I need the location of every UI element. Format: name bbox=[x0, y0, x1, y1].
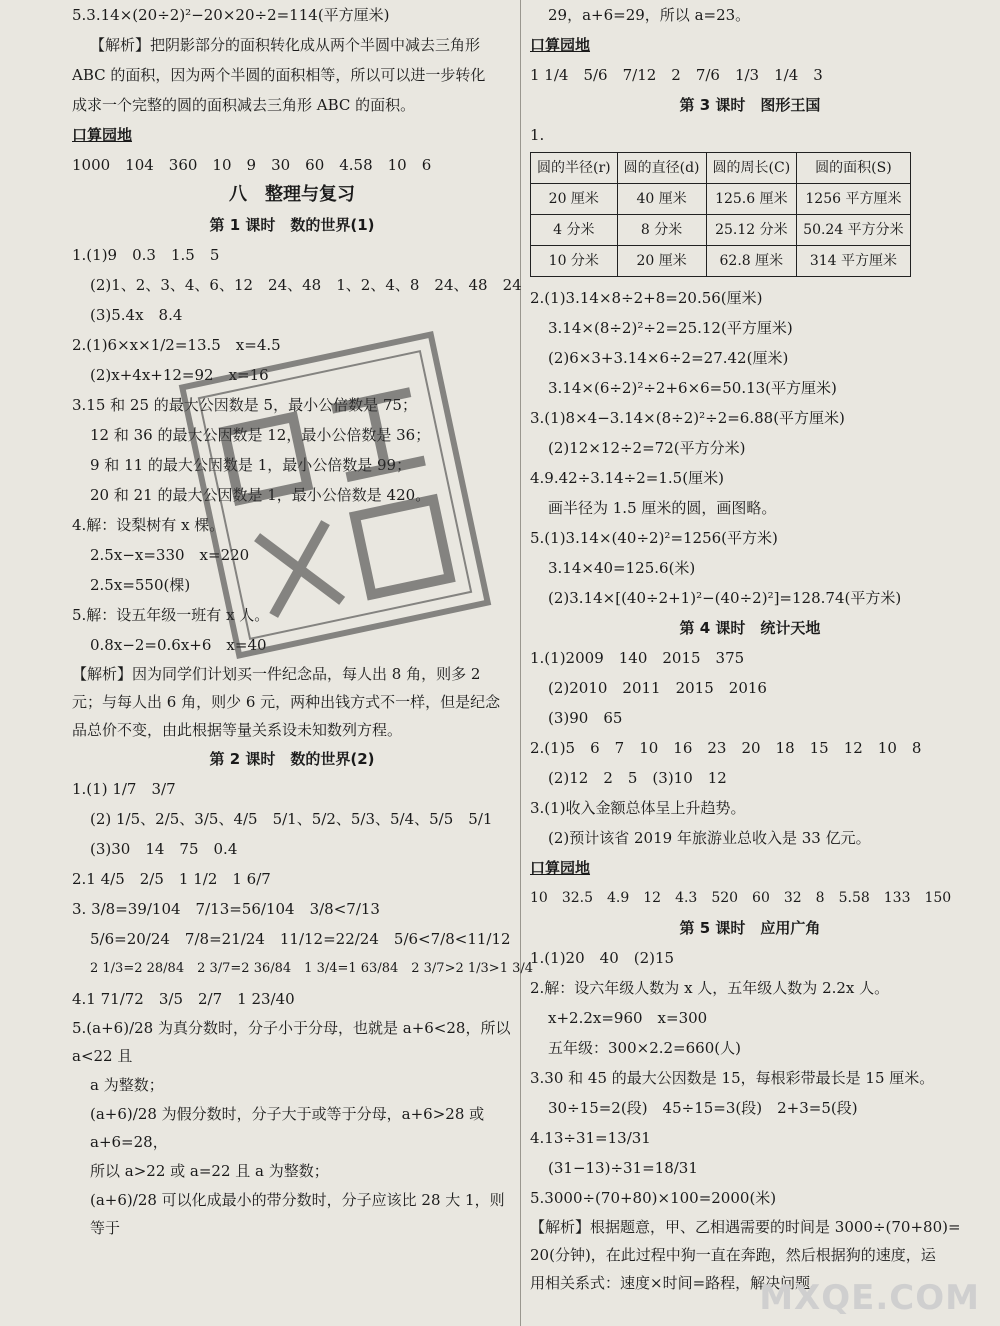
answer-line: 3.(1)收入金额总体呈上升趋势。 bbox=[530, 799, 746, 817]
mental-math-heading: 口算园地 bbox=[530, 36, 591, 54]
answer-line: (2)6×3+3.14×6÷2=27.42(厘米) bbox=[548, 349, 789, 367]
lesson-title: 第 5 课时 应用广角 bbox=[679, 919, 821, 937]
answer-line: 1.(1)9 0.3 1.5 5 bbox=[72, 246, 220, 264]
answer-line: (2)1、2、3、4、6、12 24、48 1、2、4、8 24、48 24 bbox=[90, 276, 522, 294]
table-row bbox=[531, 215, 911, 246]
answer-line: 3.(1)8×4−3.14×(8÷2)²÷2=6.88(平方厘米) bbox=[530, 409, 845, 427]
answer-line: 5.3000÷(70+80)×100=2000(米) bbox=[530, 1189, 777, 1207]
answer-line: 1. bbox=[530, 126, 545, 144]
answer-line: (3)90 65 bbox=[548, 709, 623, 727]
table-cell: 10 分米 bbox=[531, 246, 618, 277]
answer-line: 2.5x=550(棵) bbox=[90, 576, 191, 594]
answer-line: (3)5.4x 8.4 bbox=[90, 306, 183, 324]
answer-line: 12 和 36 的最大公因数是 12，最小公倍数是 36； bbox=[90, 426, 431, 444]
lesson-title: 第 3 课时 图形王国 bbox=[679, 96, 821, 114]
table-header-cell: 圆的直径(d) bbox=[617, 153, 706, 184]
table-row bbox=[531, 246, 911, 277]
column-divider bbox=[520, 0, 521, 1326]
table-cell: 20 厘米 bbox=[617, 246, 706, 277]
table-header-cell: 圆的半径(r) bbox=[531, 153, 618, 184]
mental-math-heading: 口算园地 bbox=[530, 859, 591, 877]
answer-line: 1.(1) 1/7 3/7 bbox=[72, 780, 176, 798]
analysis-line: 成求一个完整的圆的面积减去三角形 ABC 的面积。 bbox=[72, 96, 416, 114]
answer-line: 5/6=20/24 7/8=21/24 11/12=22/24 5/6<7/8<11/12 bbox=[90, 930, 511, 948]
answer-line: 5.解：设五年级一班有 x 人。 bbox=[72, 606, 270, 624]
answer-line: 10 32.5 4.9 12 4.3 520 60 32 8 5.58 133 150 bbox=[530, 890, 952, 906]
analysis-line: 【解析】把阴影部分的面积转化成从两个半圆中减去三角形 bbox=[90, 36, 481, 54]
table-cell: 62.8 厘米 bbox=[706, 246, 797, 277]
table-cell: 20 厘米 bbox=[531, 184, 618, 215]
right-column bbox=[530, 0, 970, 1297]
answer-line: 4.1 71/72 3/5 2/7 1 23/40 bbox=[72, 990, 295, 1008]
answer-line: 所以 a>22 或 a=22 且 a 为整数； bbox=[90, 1162, 329, 1180]
answer-line: 3.30 和 45 的最大公因数是 15，每根彩带最长是 15 厘米。 bbox=[530, 1069, 935, 1087]
answer-line: 1.(1)2009 140 2015 375 bbox=[530, 649, 745, 667]
table-cell: 4 分米 bbox=[531, 215, 618, 246]
answer-line: 9 和 11 的最大公因数是 1，最小公倍数是 99； bbox=[90, 456, 412, 474]
answer-line: 3.14×(8÷2)²÷2=25.12(平方厘米) bbox=[548, 319, 793, 337]
table-row bbox=[531, 184, 911, 215]
answer-line: 1.(1)20 40 (2)15 bbox=[530, 949, 675, 967]
lesson-title: 第 4 课时 统计天地 bbox=[679, 619, 821, 637]
analysis-line: 【解析】根据题意，甲、乙相遇需要的时间是 3000÷(70+80)= bbox=[530, 1218, 961, 1236]
answer-line: (a+6)/28 为假分数时，分子大于或等于分母，a+6>28 或 a+6=28， bbox=[90, 1105, 485, 1151]
answer-line: (2)2010 2011 2015 2016 bbox=[548, 679, 767, 697]
answer-line: 30÷15=2(段) 45÷15=3(段) 2+3=5(段) bbox=[548, 1099, 858, 1117]
table-cell: 50.24 平方分米 bbox=[797, 215, 911, 246]
answer-line: 5.3.14×(20÷2)²−20×20÷2=114(平方厘米) bbox=[72, 6, 390, 24]
table-cell: 125.6 厘米 bbox=[706, 184, 797, 215]
answer-line: 五年级：300×2.2=660(人) bbox=[548, 1039, 741, 1057]
chapter-title: 八 整理与复习 bbox=[229, 184, 355, 205]
answer-line: 5.(a+6)/28 为真分数时，分子小于分母，也就是 a+6<28，所以 a<22 且 bbox=[72, 1019, 511, 1065]
answer-line: 画半径为 1.5 厘米的圆，画图略。 bbox=[548, 499, 777, 517]
answer-line: x+2.2x=960 x=300 bbox=[548, 1009, 708, 1027]
watermark-text: MXQE.COM bbox=[759, 1278, 980, 1318]
answer-line: 29，a+6=29，所以 a=23。 bbox=[548, 6, 751, 24]
answer-line: 20 和 21 的最大公因数是 1，最小公倍数是 420。 bbox=[90, 486, 431, 504]
answer-line: 2.(1)6×x×1/2=13.5 x=4.5 bbox=[72, 336, 281, 354]
answer-line: 2.5x−x=330 x=220 bbox=[90, 546, 250, 564]
answer-line: 4.9.42÷3.14÷2=1.5(厘米) bbox=[530, 469, 724, 487]
answer-line: (a+6)/28 可以化成最小的带分数时，分子应该比 28 大 1，则等于 bbox=[90, 1191, 505, 1237]
answer-line: 3. 3/8=39/104 7/13=56/104 3/8<7/13 bbox=[72, 900, 380, 918]
analysis-line: 品总价不变，由此根据等量关系设未知数列方程。 bbox=[72, 721, 403, 739]
table-cell: 40 厘米 bbox=[617, 184, 706, 215]
table-cell: 8 分米 bbox=[617, 215, 706, 246]
answer-line: 5.(1)3.14×(40÷2)²=1256(平方米) bbox=[530, 529, 778, 547]
analysis-line: ABC 的面积，因为两个半圆的面积相等，所以可以进一步转化 bbox=[72, 66, 486, 84]
answer-line: 2.1 4/5 2/5 1 1/2 1 6/7 bbox=[72, 870, 271, 888]
answer-line: (2)3.14×[(40÷2+1)²−(40÷2)²]=128.74(平方米) bbox=[548, 589, 902, 607]
answer-line: 0.8x−2=0.6x+6 x=40 bbox=[90, 636, 267, 654]
table-header-cell: 圆的周长(C) bbox=[706, 153, 797, 184]
table-cell: 314 平方厘米 bbox=[797, 246, 911, 277]
answer-line: (31−13)÷31=18/31 bbox=[548, 1159, 698, 1177]
table-cell: 25.12 分米 bbox=[706, 215, 797, 246]
answer-line: 2.解：设六年级人数为 x 人，五年级人数为 2.2x 人。 bbox=[530, 979, 890, 997]
table-header-row bbox=[531, 153, 911, 184]
analysis-line: 用相关系式：速度×时间=路程，解决问题。 bbox=[530, 1274, 826, 1292]
table-cell: 1256 平方厘米 bbox=[797, 184, 911, 215]
analysis-line: 元；与每人出 6 角，则少 6 元，两种出钱方式不一样，但是纪念 bbox=[72, 693, 501, 711]
answer-line: (2)x+4x+12=92 x=16 bbox=[90, 366, 269, 384]
answer-line: 3.14×40=125.6(米) bbox=[548, 559, 696, 577]
answer-line: (3)30 14 75 0.4 bbox=[90, 840, 238, 858]
lesson-title: 第 1 课时 数的世界(1) bbox=[209, 216, 375, 234]
table-header-cell: 圆的面积(S) bbox=[797, 153, 911, 184]
analysis-line: 20(分钟)，在此过程中狗一直在奔跑，然后根据狗的速度，运 bbox=[530, 1246, 936, 1264]
answer-line: 4.解：设梨树有 x 棵。 bbox=[72, 516, 225, 534]
circle-table bbox=[530, 152, 911, 277]
mental-math-heading: 口算园地 bbox=[72, 126, 133, 144]
answer-line: 4.13÷31=13/31 bbox=[530, 1129, 651, 1147]
answer-line: 1000 104 360 10 9 30 60 4.58 10 6 bbox=[72, 156, 432, 174]
lesson-title: 第 2 课时 数的世界(2) bbox=[209, 750, 375, 768]
answer-line: 2 1/3=2 28/84 2 3/7=2 36/84 1 3/4=1 63/84 2 3/7>2 1/3>1 3/4 bbox=[90, 961, 534, 976]
answer-line: 2.(1)3.14×8÷2+8=20.56(厘米) bbox=[530, 289, 763, 307]
answer-line: (2) 1/5、2/5、3/5、4/5 5/1、5/2、5/3、5/4、5/5 5/1 bbox=[90, 810, 493, 828]
answer-line: 3.15 和 25 的最大公因数是 5，最小公倍数是 75； bbox=[72, 396, 417, 414]
answer-line: (2)12×12÷2=72(平方分米) bbox=[548, 439, 746, 457]
answer-line: (2)预计该省 2019 年旅游业总收入是 33 亿元。 bbox=[548, 829, 871, 847]
answer-line: 2.(1)5 6 7 10 16 23 20 18 15 12 10 8 bbox=[530, 739, 922, 757]
answer-line: 3.14×(6÷2)²÷2+6×6=50.13(平方厘米) bbox=[548, 379, 837, 397]
answer-line: (2)12 2 5 (3)10 12 bbox=[548, 769, 727, 787]
answer-line: a 为整数； bbox=[90, 1076, 164, 1094]
answer-line: 1 1/4 5/6 7/12 2 7/6 1/3 1/4 3 bbox=[530, 66, 823, 84]
analysis-line: 【解析】因为同学们计划买一件纪念品，每人出 8 角，则多 2 bbox=[72, 665, 481, 683]
